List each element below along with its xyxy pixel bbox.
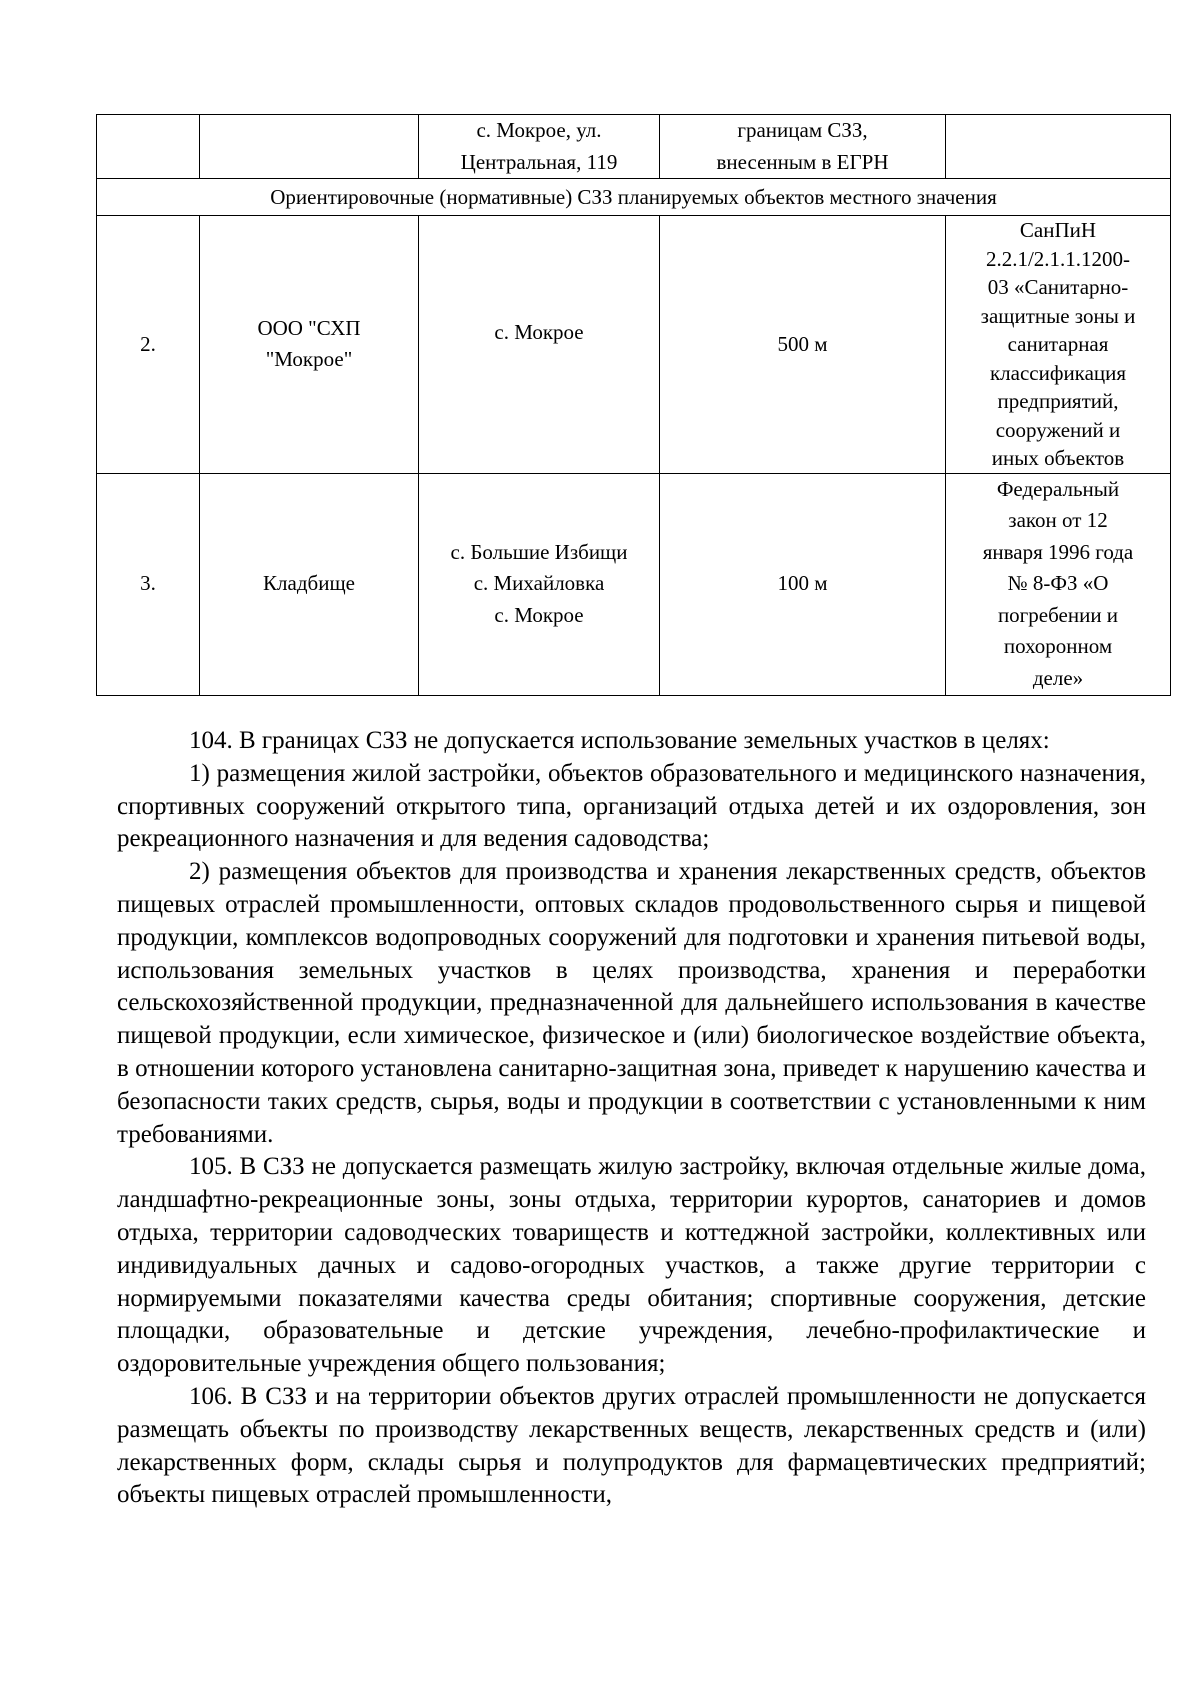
table-row [97,473,1171,695]
basis-line: предприятий, [997,389,1119,413]
address-line: с. Мокрое [494,602,584,627]
table-section-header: Ориентировочные (нормативные) СЗЗ планируемых объектов местного значения [97,179,1171,216]
table-cell-num: 3. [97,473,200,695]
table-cell-basis [946,216,1171,474]
basis-line: классификация [989,360,1127,385]
paragraph-104-item-2: 2) размещения объектов для производства и хранения лекарственных средств, объектов пищевых отраслей промышленности, оптовых складов продовольственного сырья и пищевой продукции, комплексов водопроводных сооружений для подготовки и хранения питьевой воды, использования земельных участков в целях производства, хранения и переработки сельскохозяйственной продукции, предназначенной для дальнейшего использования в качестве пищевой продукции, если химическое, физическое и (или) биологическое воздействие объекта, в отношении которого установлена санитарно-защитная зона, приведет к нарушению качества и безопасности таких средств, сырья, воды и продукции в соответствии с установленными к ним требованиями. [117,858,1146,1148]
basis-line: СанПиН [1019,218,1097,242]
address-line: Центральная, 119 [460,149,618,174]
basis-line: иных объектов [991,446,1125,470]
address-line: с. Мокрое [494,319,584,344]
table-cell-address [419,473,660,695]
size-line: внесенным в ЕГРН [716,149,889,174]
paragraph-104-item-1: 1) размещения жилой застройки, объектов образовательного и медицинского назначения, спортивных сооружений открытого типа, организаций отдыха детей и их оздоровления, зон рекреационного назначения и для ведения садоводства; [117,759,1146,853]
table-cell-name [200,216,419,474]
table-cell-name: Кладбище [200,473,419,695]
table-cell-basis [946,473,1171,695]
basis-line: 2.2.1/2.1.1.1200- [985,246,1131,271]
table-cell-size [660,115,946,179]
basis-line: января 1996 года [982,539,1134,564]
table-cell-size: 100 м [660,473,946,695]
basis-line: защитные зоны и [980,303,1136,328]
paragraph-106: 106. В СЗЗ и на территории объектов других отраслей промышленности не допускается размещать объекты по производству лекарственных веществ, лекарственных средств и (или) лекарственных форм, склады сырья и полупродуктов для фармацевтических предприятий; объекты пищевых отраслей промышленности, [117,1382,1146,1509]
table-cell-address [419,115,660,179]
table-row [97,216,1171,474]
name-line: ООО "СХП [257,315,361,340]
table-section-header-row [97,179,1171,216]
basis-line: погребении и [997,602,1119,627]
table-cell-num: 2. [97,216,200,474]
paragraph-104: 104. В границах СЗЗ не допускается использование земельных участков в целях: [189,727,1050,754]
table-row [97,115,1171,179]
basis-line: закон от 12 [1008,508,1108,533]
address-line: с. Мокрое, ул. [476,118,602,142]
address-line: с. Большие Избищи [450,539,628,564]
basis-line: деле» [1032,665,1084,690]
basis-line: № 8-ФЗ «О [1007,571,1109,596]
basis-line: санитарная [1007,332,1109,356]
szz-table [96,114,1171,696]
document-body [117,725,1146,1512]
table-cell-num [97,115,200,179]
paragraph-105: 105. В СЗЗ не допускается размещать жилую застройку, включая отдельные жилые дома, ландшафтно-рекреационные зоны, зоны отдыха, территории курортов, санаториев и домов отдыха, территории садоводческих товариществ и коттеджной застройки, коллективных или индивидуальных дачных и садово-огородных участков, а также другие территории с нормируемыми показателями качества среды обитания; спортивные сооружения, детские площадки, образовательные и детские учреждения, лечебно-профилактические и оздоровительные учреждения общего пользования; [117,1153,1146,1378]
table-cell-size: 500 м [660,216,946,474]
basis-line: сооружений и [995,417,1121,442]
address-line: с. Михайловка [473,571,605,596]
basis-line: похоронном [1003,634,1113,659]
table-cell-name [200,115,419,179]
basis-line: Федеральный [996,476,1120,501]
size-line: границам СЗЗ, [737,118,868,142]
basis-line: 03 «Санитарно- [987,275,1129,299]
table-cell-basis [946,115,1171,179]
name-line: "Мокрое" [265,347,353,372]
table-cell-address [419,216,660,474]
